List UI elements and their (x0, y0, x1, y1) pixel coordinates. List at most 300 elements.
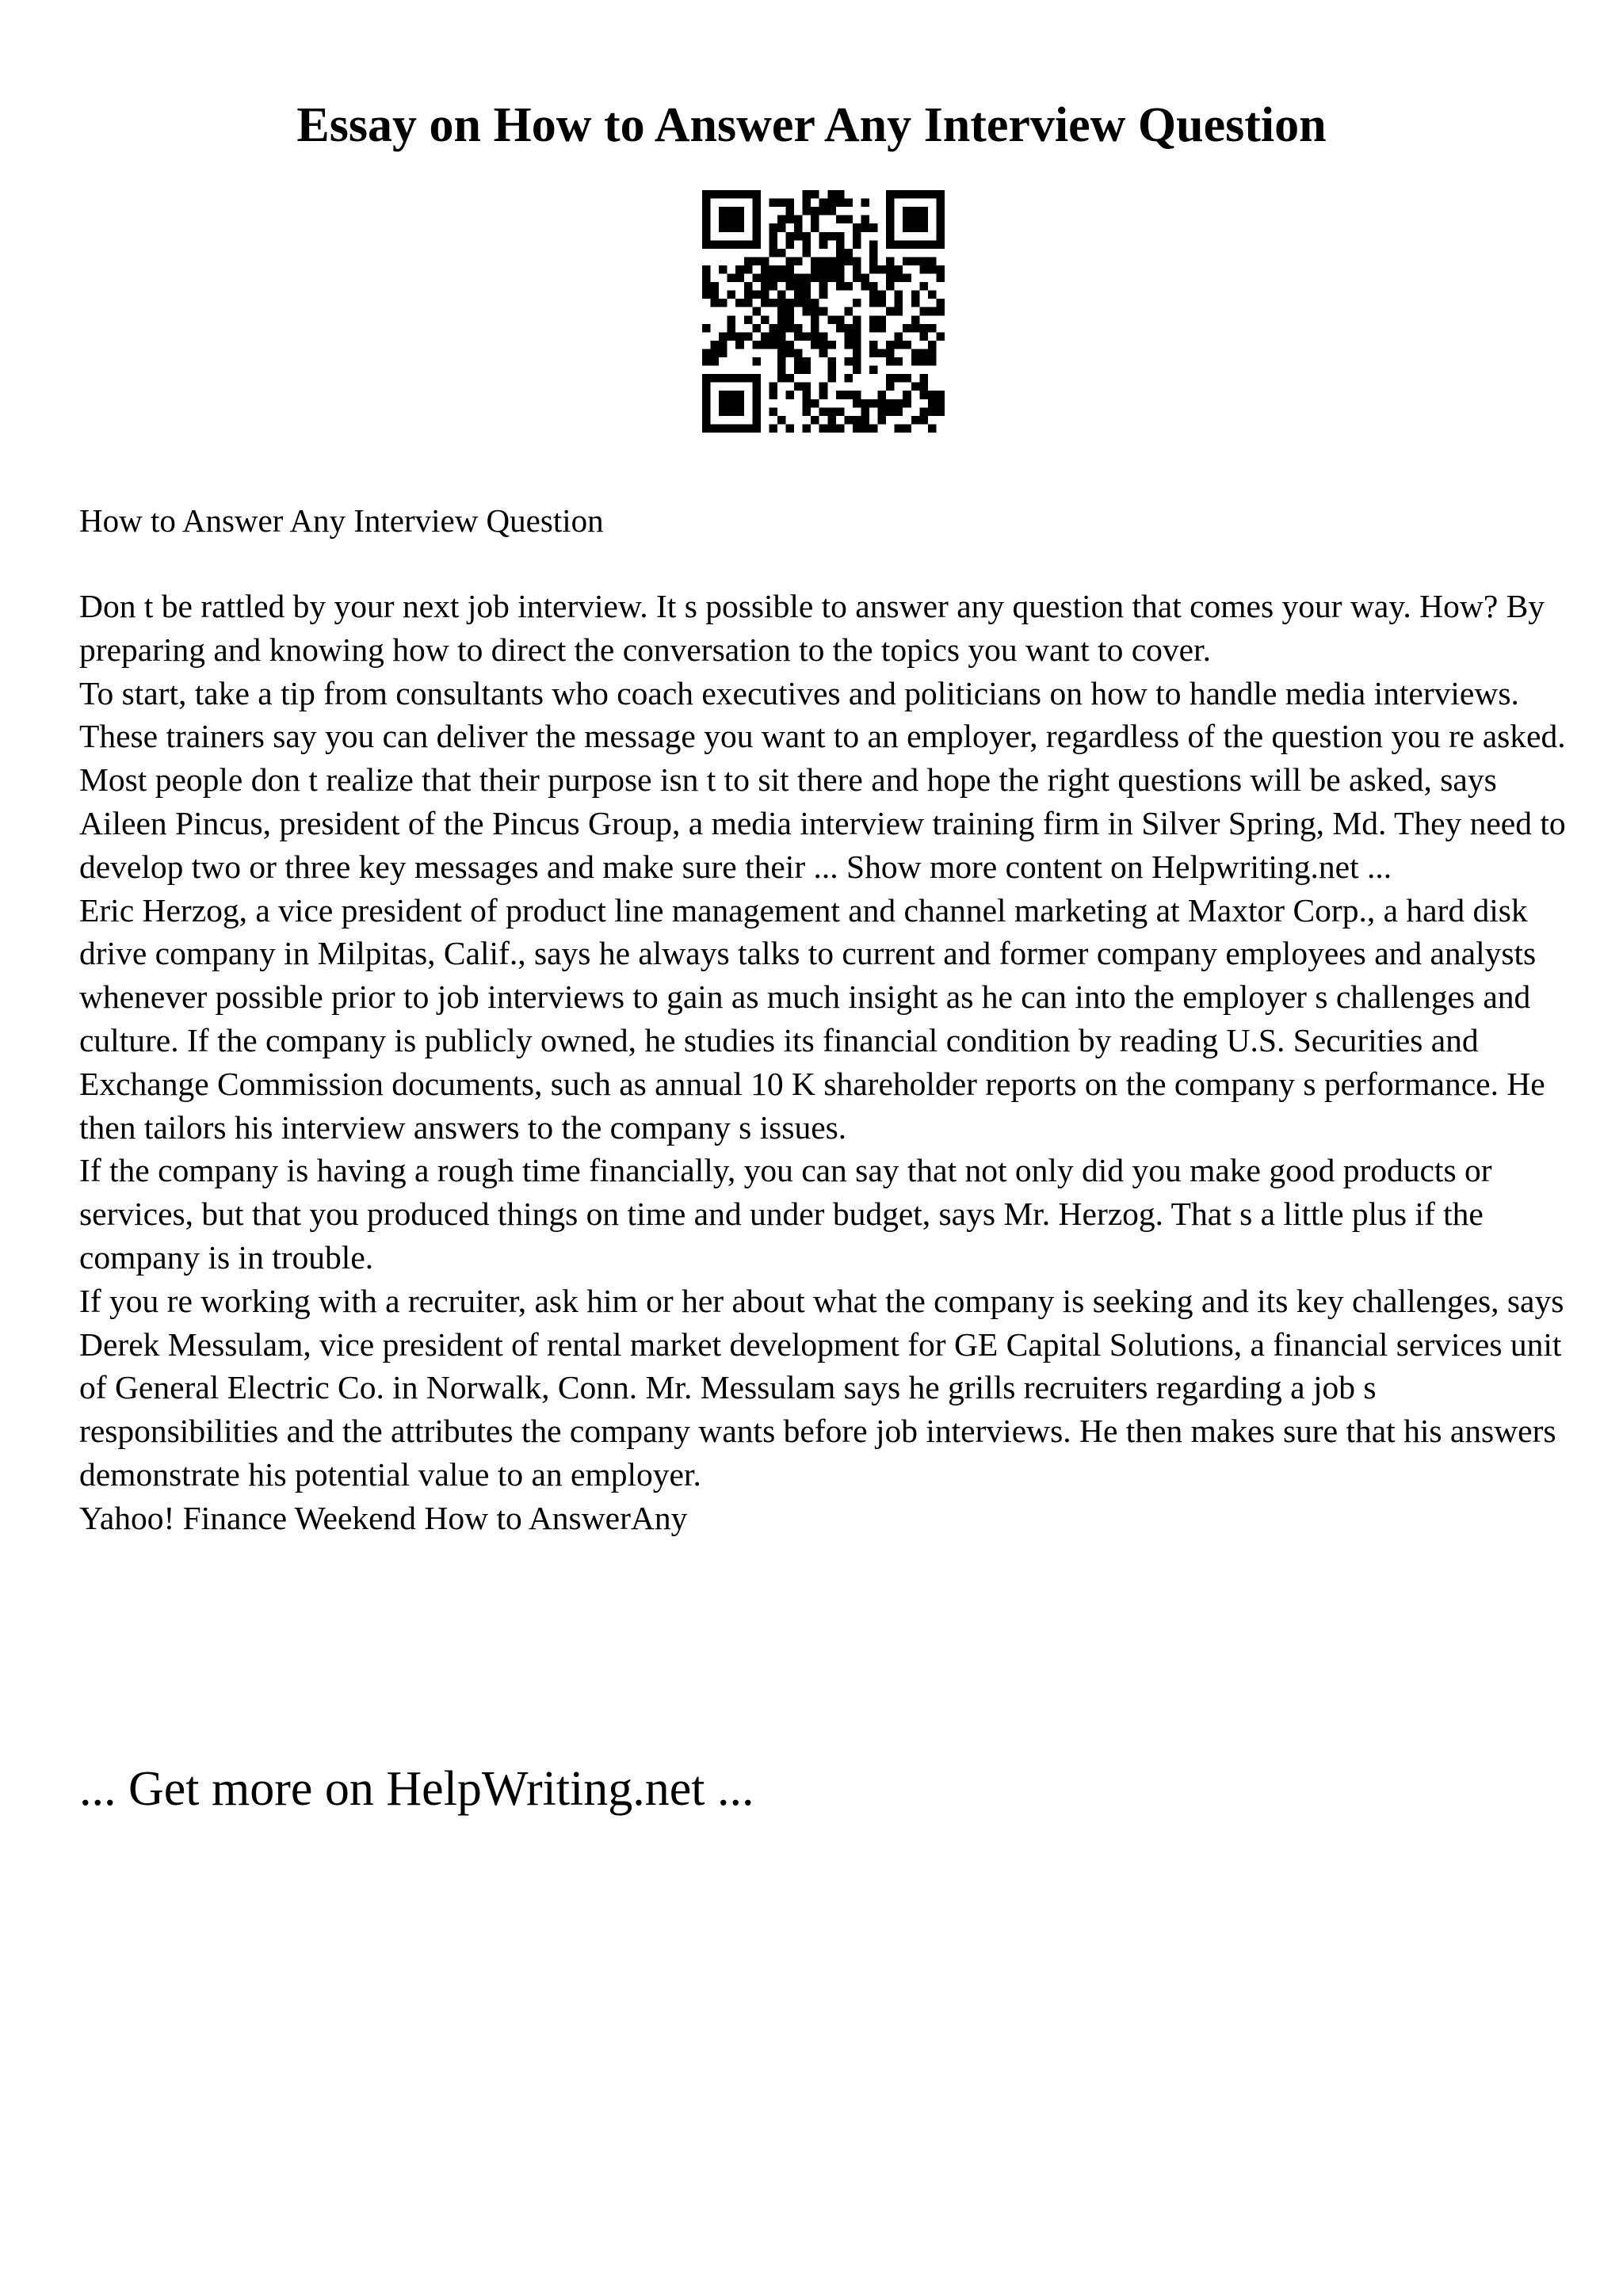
qr-module (769, 391, 777, 399)
qr-module (827, 357, 836, 366)
qr-module (827, 374, 836, 383)
qr-module (777, 374, 786, 383)
qr-module (928, 424, 937, 433)
qr-module (702, 240, 711, 249)
qr-module (936, 223, 945, 232)
qr-module (819, 341, 828, 349)
qr-module (786, 307, 795, 316)
qr-module (886, 274, 895, 283)
qr-module (869, 291, 878, 299)
qr-module (911, 207, 920, 215)
qr-module (836, 215, 845, 224)
qr-module (711, 190, 720, 199)
qr-module (903, 257, 911, 265)
qr-module (895, 274, 903, 283)
qr-module (827, 407, 836, 416)
qr-module (827, 315, 836, 324)
qr-module (803, 207, 812, 215)
qr-module (794, 257, 803, 265)
qr-module (727, 190, 736, 199)
qr-module (903, 223, 911, 232)
qr-module (903, 374, 911, 383)
qr-module (727, 215, 736, 224)
qr-module (928, 407, 937, 416)
qr-module (752, 274, 761, 283)
qr-module (803, 249, 812, 257)
qr-module (735, 240, 744, 249)
qr-module (727, 399, 736, 408)
qr-module (844, 282, 853, 291)
qr-code-icon[interactable] (702, 190, 945, 433)
qr-module (844, 341, 853, 349)
qr-module (786, 199, 795, 208)
qr-module (752, 199, 761, 208)
qr-module (911, 223, 920, 232)
qr-module (719, 223, 727, 232)
qr-module (719, 391, 727, 399)
qr-module (752, 383, 761, 391)
qr-module (919, 349, 928, 357)
qr-module (819, 282, 828, 291)
qr-module (794, 223, 803, 232)
qr-module (886, 265, 895, 274)
qr-module (853, 232, 861, 241)
qr-module (727, 207, 736, 215)
qr-module (769, 332, 777, 341)
qr-module (836, 265, 845, 274)
qr-module (803, 291, 812, 299)
get-more-link[interactable]: ... Get more on HelpWriting.net ... (79, 1762, 754, 1816)
qr-module (895, 291, 903, 299)
qr-module (761, 282, 769, 291)
qr-module (719, 332, 727, 341)
qr-module (936, 307, 945, 316)
qr-module (886, 341, 895, 349)
qr-module (752, 357, 761, 366)
qr-module (911, 357, 920, 366)
qr-module (911, 190, 920, 199)
qr-module (928, 391, 937, 399)
qr-module (827, 424, 836, 433)
qr-module (878, 291, 887, 299)
qr-module (911, 240, 920, 249)
qr-module (786, 265, 795, 274)
qr-module (803, 299, 812, 307)
qr-module (735, 341, 744, 349)
qr-module (836, 282, 845, 291)
qr-module (719, 424, 727, 433)
qr-module (786, 349, 795, 357)
qr-module (919, 257, 928, 265)
qr-module (919, 240, 928, 249)
qr-module (903, 207, 911, 215)
qr-module (719, 265, 727, 274)
qr-module (911, 416, 920, 425)
qr-module (777, 315, 786, 324)
qr-module (936, 232, 945, 241)
qr-module (752, 324, 761, 333)
qr-module (861, 282, 869, 291)
qr-module (869, 366, 878, 375)
qr-module (777, 199, 786, 208)
qr-module (878, 324, 887, 333)
qr-module (769, 424, 777, 433)
qr-module (735, 374, 744, 383)
qr-module (786, 207, 795, 215)
qr-module (827, 341, 836, 349)
qr-module (794, 299, 803, 307)
qr-module (861, 416, 869, 425)
qr-module (878, 265, 887, 274)
qr-module (794, 291, 803, 299)
qr-module (761, 332, 769, 341)
qr-module (811, 399, 819, 408)
qr-module (811, 315, 819, 324)
qr-module (886, 282, 895, 291)
qr-module (752, 223, 761, 232)
qr-module (878, 407, 887, 416)
qr-module (735, 190, 744, 199)
qr-module (819, 199, 828, 208)
qr-module (727, 424, 736, 433)
qr-module (719, 190, 727, 199)
qr-module (761, 299, 769, 307)
qr-module (719, 299, 727, 307)
qr-module (936, 199, 945, 208)
qr-module (827, 416, 836, 425)
qr-module (903, 324, 911, 333)
qr-module (744, 265, 753, 274)
qr-module (794, 274, 803, 283)
qr-module (819, 207, 828, 215)
qr-module (811, 257, 819, 265)
qr-module (886, 223, 895, 232)
qr-module (903, 341, 911, 349)
qr-module (769, 341, 777, 349)
qr-module (836, 240, 845, 249)
qr-module (803, 199, 812, 208)
qr-module (853, 265, 861, 274)
essay-paragraph: To start, take a tip from consultants who coach executives and politicians on how to handle media interviews. These trainers say you can deliver the message you want to an employer, regardless of the question you re asked. (79, 674, 1566, 755)
qr-module (836, 315, 845, 324)
qr-code-graphic (702, 190, 945, 433)
qr-module (853, 341, 861, 349)
qr-module (719, 349, 727, 357)
qr-module (903, 215, 911, 224)
qr-module (853, 240, 861, 249)
qr-module (719, 240, 727, 249)
qr-module (869, 257, 878, 265)
qr-module (861, 407, 869, 416)
qr-module (919, 282, 928, 291)
qr-module (853, 332, 861, 341)
qr-module (869, 349, 878, 357)
qr-module (911, 215, 920, 224)
qr-module (895, 299, 903, 307)
qr-module (919, 190, 928, 199)
qr-module (744, 299, 753, 307)
qr-module (727, 324, 736, 333)
qr-module (844, 307, 853, 316)
qr-module (836, 249, 845, 257)
qr-module (719, 207, 727, 215)
qr-module (744, 282, 753, 291)
qr-module (919, 215, 928, 224)
qr-module (928, 265, 937, 274)
qr-module (752, 416, 761, 425)
qr-module (919, 357, 928, 366)
qr-module (895, 240, 903, 249)
qr-module (819, 307, 828, 316)
qr-module (928, 291, 937, 299)
qr-module (836, 391, 845, 399)
qr-module (811, 416, 819, 425)
qr-module (827, 190, 836, 199)
qr-module (794, 282, 803, 291)
qr-module (911, 257, 920, 265)
qr-module (777, 332, 786, 341)
qr-module (735, 399, 744, 408)
qr-module (735, 299, 744, 307)
qr-module (919, 207, 928, 215)
qr-module (719, 374, 727, 383)
qr-module (803, 307, 812, 316)
qr-module (702, 383, 711, 391)
qr-module (911, 349, 920, 357)
qr-module (702, 215, 711, 224)
qr-module (811, 299, 819, 307)
qr-module (702, 416, 711, 425)
qr-module (803, 282, 812, 291)
qr-module (777, 223, 786, 232)
qr-module (861, 223, 869, 232)
qr-module (761, 274, 769, 283)
qr-module (869, 299, 878, 307)
qr-module (869, 315, 878, 324)
qr-module (794, 324, 803, 333)
qr-module (836, 407, 845, 416)
qr-module (786, 215, 795, 224)
qr-module (844, 257, 853, 265)
qr-module (869, 249, 878, 257)
qr-module (936, 274, 945, 283)
qr-module (777, 249, 786, 257)
qr-module (777, 265, 786, 274)
qr-module (702, 207, 711, 215)
qr-module (711, 349, 720, 357)
qr-module (744, 291, 753, 299)
qr-module (702, 274, 711, 283)
qr-module (886, 307, 895, 316)
qr-module (936, 207, 945, 215)
qr-module (878, 315, 887, 324)
qr-module (735, 274, 744, 283)
qr-module (886, 374, 895, 383)
qr-module (777, 357, 786, 366)
qr-module (786, 324, 795, 333)
qr-module (761, 315, 769, 324)
qr-module (936, 265, 945, 274)
qr-module (803, 332, 812, 341)
qr-module (811, 307, 819, 316)
qr-module (752, 207, 761, 215)
qr-module (719, 399, 727, 408)
qr-module (919, 391, 928, 399)
qr-module (811, 215, 819, 224)
qr-module (886, 232, 895, 241)
qr-module (936, 391, 945, 399)
qr-module (803, 190, 812, 199)
qr-module (911, 383, 920, 391)
qr-module (819, 274, 828, 283)
qr-module (844, 249, 853, 257)
qr-module (803, 366, 812, 375)
qr-module (836, 232, 845, 241)
qr-module (853, 324, 861, 333)
qr-module (853, 274, 861, 283)
qr-module (794, 357, 803, 366)
qr-module (853, 366, 861, 375)
qr-module (702, 199, 711, 208)
qr-module (861, 215, 869, 224)
qr-module (735, 391, 744, 399)
qr-module (803, 424, 812, 433)
qr-module (727, 315, 736, 324)
essay-paragraph: Most people don t realize that their purpose isn t to sit there and hope the right questions will be asked, says Aileen Pincus, president of the Pincus Group, a media interview training firm in Silver Spring, Md. They need to develop two or three key messages and make sure their ... Show more content on Helpwriting.net ... (79, 761, 1566, 885)
qr-module (811, 341, 819, 349)
qr-module (727, 332, 736, 341)
qr-module (895, 407, 903, 416)
qr-module (827, 199, 836, 208)
qr-module (919, 416, 928, 425)
qr-module (752, 399, 761, 408)
qr-module (853, 424, 861, 433)
qr-module (711, 291, 720, 299)
qr-module (861, 424, 869, 433)
qr-module (819, 240, 828, 249)
qr-module (836, 324, 845, 333)
qr-module (777, 215, 786, 224)
qr-module (702, 424, 711, 433)
qr-module (928, 349, 937, 357)
qr-module (727, 274, 736, 283)
qr-module (727, 291, 736, 299)
qr-module (727, 223, 736, 232)
qr-module (827, 274, 836, 283)
qr-module (777, 307, 786, 316)
qr-module (777, 341, 786, 349)
qr-module (936, 190, 945, 199)
qr-module (786, 299, 795, 307)
qr-module (928, 257, 937, 265)
qr-module (869, 223, 878, 232)
qr-module (786, 391, 795, 399)
qr-module (836, 199, 845, 208)
document-subtitle: How to Answer Any Interview Question (79, 502, 604, 539)
qr-module (711, 282, 720, 291)
qr-module (903, 399, 911, 408)
qr-module (844, 391, 853, 399)
qr-module (769, 240, 777, 249)
qr-module (752, 341, 761, 349)
qr-module (761, 291, 769, 299)
qr-module (719, 341, 727, 349)
qr-module (928, 341, 937, 349)
qr-module (752, 240, 761, 249)
qr-module (853, 299, 861, 307)
qr-module (794, 349, 803, 357)
qr-module (919, 407, 928, 416)
qr-module (878, 299, 887, 307)
qr-module (711, 374, 720, 383)
qr-module (769, 249, 777, 257)
qr-module (794, 332, 803, 341)
qr-module (936, 399, 945, 408)
qr-module (803, 232, 812, 241)
qr-module (752, 291, 761, 299)
qr-module (711, 357, 720, 366)
qr-module (777, 349, 786, 357)
qr-module (786, 257, 795, 265)
qr-module (711, 341, 720, 349)
qr-module (786, 282, 795, 291)
qr-module (869, 265, 878, 274)
qr-module (794, 366, 803, 375)
qr-module (819, 383, 828, 391)
qr-module (911, 324, 920, 333)
qr-module (777, 299, 786, 307)
qr-module (702, 282, 711, 291)
qr-module (794, 232, 803, 241)
qr-module (752, 374, 761, 383)
qr-module (702, 291, 711, 299)
qr-module (919, 324, 928, 333)
qr-module (936, 240, 945, 249)
qr-module (869, 341, 878, 349)
qr-module (886, 407, 895, 416)
qr-module (769, 282, 777, 291)
qr-module (903, 424, 911, 433)
qr-module (836, 424, 845, 433)
qr-module (761, 265, 769, 274)
essay-paragraph: Eric Herzog, a vice president of product line management and channel marketing at Maxtor Corp., a hard disk drive company in Milpitas, Calif., says he always talks to current and former company employees and analysts whenever possible prior to job interviews to gain as much insight as he can into the employer s challenges and culture. If the company is publicly owned, he studies its financial condition by reading U.S. Securities and Exchange Commission documents, such as annual 10 K shareholder reports on the company s performance. He then tailors his interview answers to the company s issues. (79, 891, 1545, 1146)
qr-module (861, 199, 869, 208)
qr-module (702, 232, 711, 241)
qr-module (819, 265, 828, 274)
qr-module (895, 374, 903, 383)
qr-module (735, 265, 744, 274)
qr-module (744, 374, 753, 383)
qr-module (702, 349, 711, 357)
qr-module (903, 391, 911, 399)
qr-module (911, 291, 920, 299)
qr-module (819, 391, 828, 399)
qr-module (844, 215, 853, 224)
qr-module (803, 240, 812, 249)
qr-module (928, 324, 937, 333)
qr-module (777, 324, 786, 333)
qr-module (886, 399, 895, 408)
qr-module (752, 215, 761, 224)
qr-module (803, 407, 812, 416)
qr-module (886, 207, 895, 215)
qr-module (752, 190, 761, 199)
qr-module (819, 232, 828, 241)
qr-module (861, 274, 869, 283)
qr-module (836, 257, 845, 265)
qr-module (811, 207, 819, 215)
qr-module (853, 416, 861, 425)
